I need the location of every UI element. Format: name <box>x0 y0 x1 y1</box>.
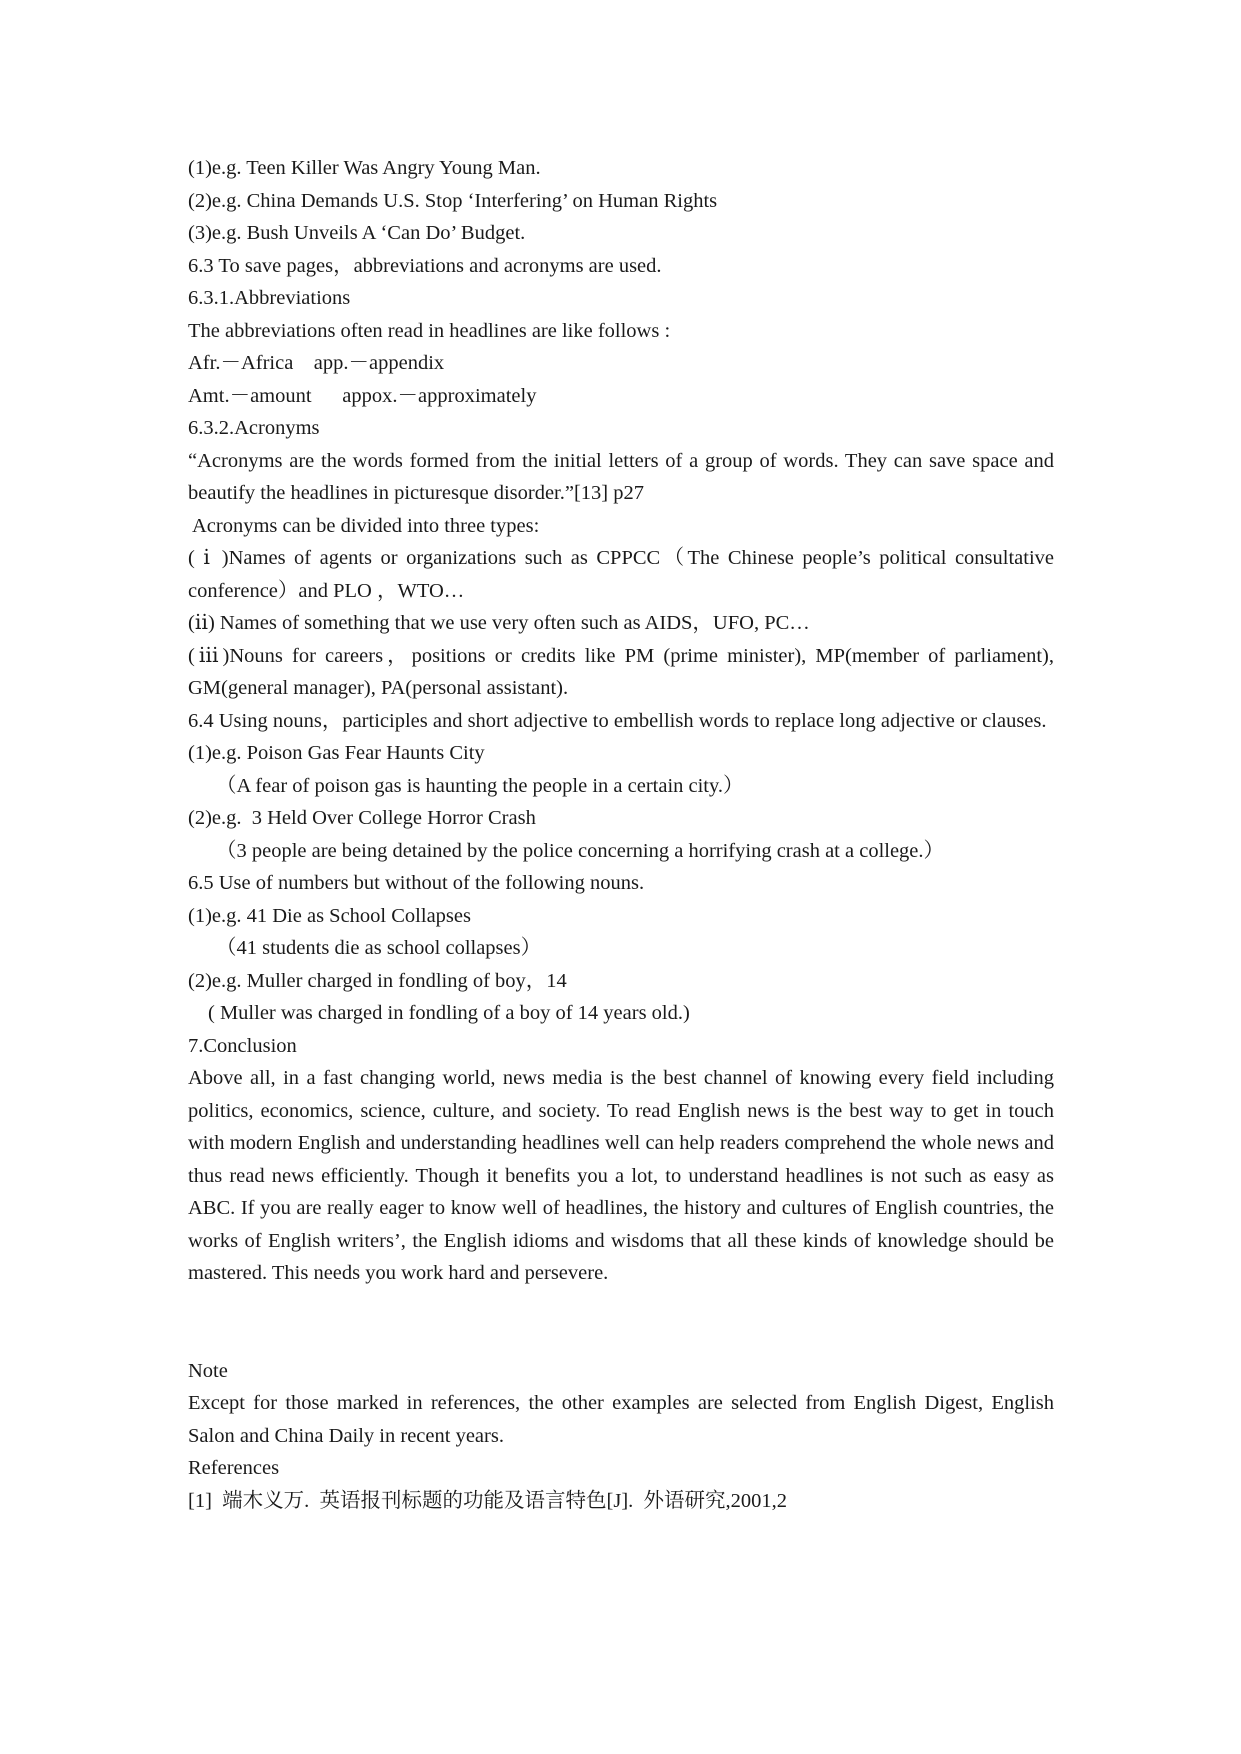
acronyms-quote: “Acronyms are the words formed from the initial letters of a group of words. They can save space and beautify the headlines in picturesque disorder.”[13] p27 <box>188 449 1054 504</box>
example-headline: (1)e.g. 41 Die as School Collapses <box>188 904 471 927</box>
headline-example-2: (2)e.g. China Demands U.S. Stop ‘Interfering’ on Human Rights <box>188 189 718 212</box>
headline-example-3: (3)e.g. Bush Unveils A ‘Can Do’ Budget. <box>188 222 526 244</box>
example-gloss: ( Muller was charged in fondling of a boy of 14 years old.) <box>208 1002 690 1024</box>
example-gloss: （3 people are being detained by the police concerning a horrifying crash at a college.） <box>216 839 945 862</box>
references-heading: References <box>188 1457 280 1479</box>
headline-example-1: (1)e.g. Teen Killer Was Angry Young Man. <box>188 157 541 179</box>
example-headline: (2)e.g. Muller charged in fondling of boy，14 <box>188 969 567 992</box>
example-gloss: （A fear of poison gas is haunting the people in a certain city.） <box>216 774 744 797</box>
section-6-3-1-heading: 6.3.1.Abbreviations <box>188 287 351 309</box>
acronym-type-ii: (ⅱ) Names of something that we use very often such as AIDS，UFO, PC… <box>188 612 810 634</box>
abbreviation-line: Afr.－Africa app.－appendix <box>188 352 445 374</box>
section-6-5-heading: 6.5 Use of numbers but without of the following nouns. <box>188 872 645 894</box>
acronym-type-i: ( ⅰ )Names of agents or organizations such as CPPCC（The Chinese people’s political consultative conference）and PLO ，WTO… <box>188 547 1054 602</box>
acronym-type-iii: (ⅲ)Nouns for careers，positions or credits like PM (prime minister), MP(member of parliament), GM(general manager), PA(personal assistant). <box>188 644 1054 699</box>
document-body <box>188 152 1054 1517</box>
conclusion-body: Above all, in a fast changing world, news media is the best channel of knowing every field including politics, economics, science, culture, and society. To read English news is the best way to get in touch with modern English and understanding headlines well can help readers comprehend the whole news and thus read news efficiently. Though it benefits you a lot, to understand headlines is not such as easy as ABC. If you are really eager to know well of headlines, the history and cultures of English countries, the works of English writers’, the English idioms and wisdoms that all these kinds of knowledge should be mastered. This needs you work hard and persevere. <box>188 1067 1054 1284</box>
acronym-types-intro: Acronyms can be divided into three types: <box>188 514 540 537</box>
example-gloss: （41 students die as school collapses） <box>216 937 542 959</box>
reference-item: [1] 端木义万. 英语报刊标题的功能及语言特色[J]. 外语研究,2001,2 <box>188 1489 788 1512</box>
section-6-3-2-heading: 6.3.2.Acronyms <box>188 417 320 439</box>
note-body: Except for those marked in references, the other examples are selected from English Digest, English Salon and China Daily in recent years. <box>188 1392 1054 1447</box>
example-headline: (2)e.g. 3 Held Over College Horror Crash <box>188 807 536 829</box>
example-headline: (1)e.g. Poison Gas Fear Haunts City <box>188 742 485 764</box>
section-6-3-heading: 6.3 To save pages，abbreviations and acronyms are used. <box>188 254 662 277</box>
section-6-4-heading: 6.4 Using nouns，participles and short adjective to embellish words to replace long adjective or clauses. <box>188 709 1047 732</box>
spacer <box>188 1290 1054 1355</box>
abbreviation-line: Amt.－amount appox.－approximately <box>188 384 537 407</box>
conclusion-heading: 7.Conclusion <box>188 1034 297 1057</box>
note-heading: Note <box>188 1359 228 1382</box>
abbreviations-intro: The abbreviations often read in headlines are like follows : <box>188 319 671 342</box>
